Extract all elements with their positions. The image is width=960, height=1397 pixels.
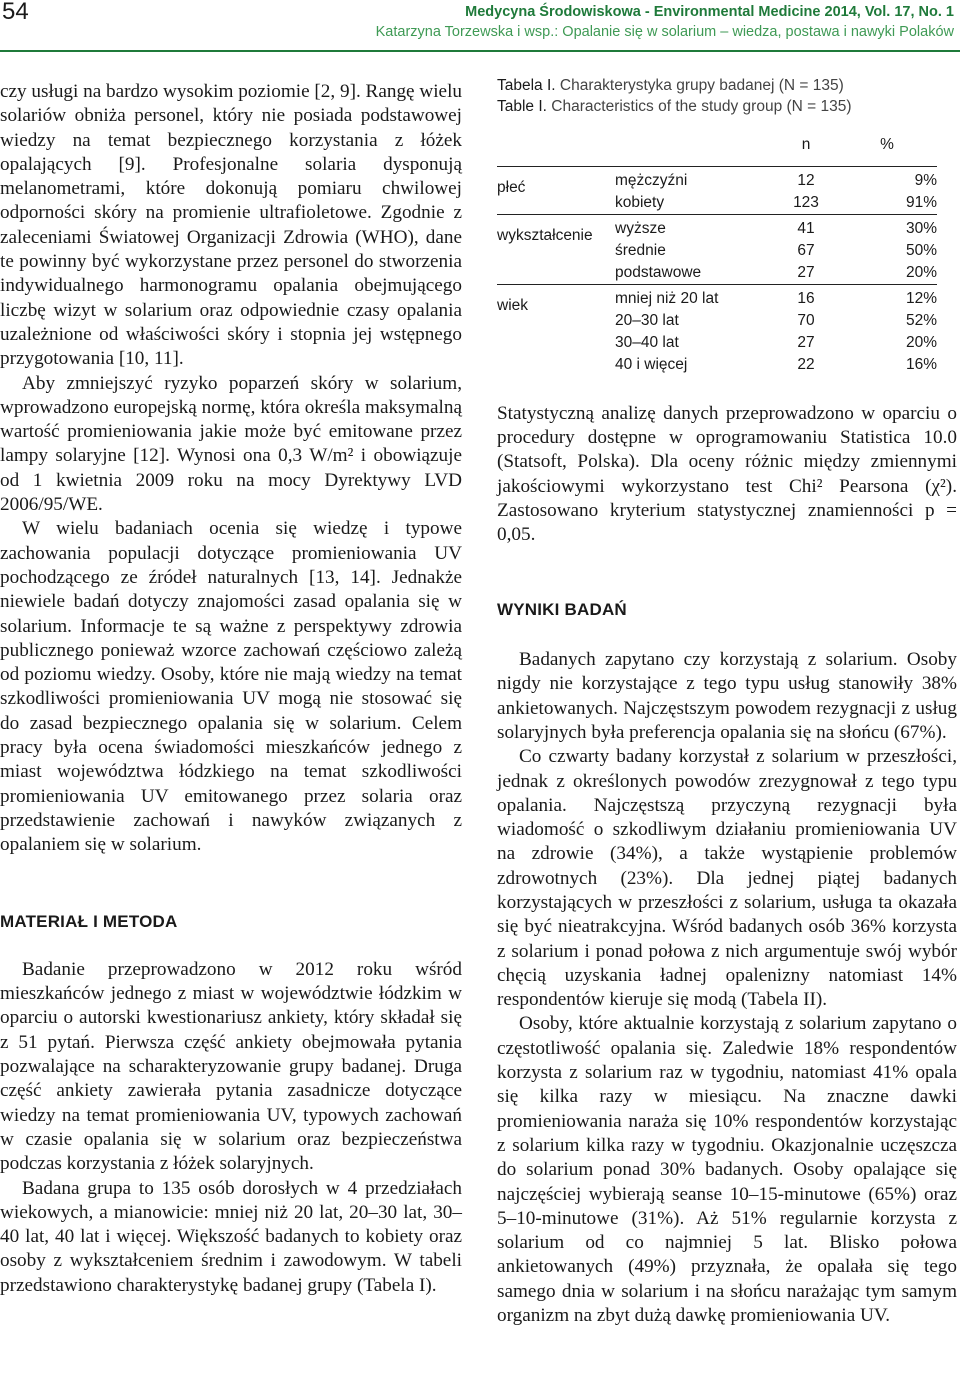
paragraph: Badanych zapytano czy korzystają z solarium. Osoby nigdy nie korzystające z tego typu usług stanowiły 38% ankietowanych. Najczęstszym powodem rezygnacji z usług solaryjnych była preferencja opalania się na słońcu (67%). bbox=[497, 649, 957, 743]
column-header-n: n bbox=[801, 135, 811, 153]
column-header-percent: % bbox=[880, 135, 894, 153]
table-cell-level: podstawowe bbox=[615, 263, 702, 281]
table-cell-n: 16 bbox=[775, 284, 837, 310]
table-cell-percent: 50% bbox=[905, 241, 937, 259]
table-row bbox=[497, 284, 937, 310]
paragraph: Badana grupa to 135 osób dorosłych w 4 przedziałach wiekowych, a mianowicie: mniej niż 20 lat, 20–30 lat, 30–40 lat, 40 lat i więcej. Większość badanych to kobiety oraz osoby z wykształceniem średnim i zawodowym. W tabeli przedstawiono charakterystykę badanej grupy (Tabela I). bbox=[0, 1177, 462, 1296]
table-cell-n: 22 bbox=[797, 355, 815, 373]
table-cell-level: 30–40 lat bbox=[615, 333, 679, 351]
page-header bbox=[0, 0, 960, 62]
header-rule bbox=[0, 50, 960, 52]
table-cell-n: 67 bbox=[797, 241, 815, 259]
table-row bbox=[497, 166, 937, 192]
paragraph: czy usługi na bardzo wysokim poziomie [2, 9]. Rangę wielu solariów obniża personel, który nie posiada podstawowej wiedzy na temat bezpiecznego korzystania z łóżek opalających [9]. Profesjonalne solaria dysponują melanometrami, które dokonują pomiaru chwilowej odporności skóry na promienie ultrafioletowe. Zgodnie z zaleceniami Światowej Organizacji Zdrowia (WHO), dane te powinny być wykorzystane przez personel do stworzenia indywidualnego harmonogramu opalania obejmującego liczbę wizyt w solarium oraz odpowiednie czasy opalania uzależnione od właściwości skóry i stopnia jej wstępnego przygotowania [10, 11]. bbox=[0, 81, 462, 370]
table-cell-level: mężczyźni bbox=[615, 166, 775, 192]
table-caption bbox=[497, 76, 957, 118]
section-heading-results: WYNIKI BADAŃ bbox=[497, 599, 627, 619]
table-cell-variable: wiek bbox=[497, 284, 615, 376]
paragraph: Statystyczną analizę danych przeprowadzono w oparciu o procedury dostępne w oprogramowaniu Statistica 10.0 (Statsoft, Polska). Dla oceny różnic między zmiennymi jakościowymi wykorzystano test Chi² Pearsona (χ²). Zastosowano kryterium statystycznej znamienności p = 0,05. bbox=[497, 402, 957, 546]
table-cell-variable: płeć bbox=[497, 166, 615, 214]
table-cell-percent: 9% bbox=[837, 166, 937, 192]
table-label: Table I. bbox=[497, 97, 547, 115]
table-caption-en bbox=[497, 97, 957, 118]
paragraph: Badanie przeprowadzono w 2012 roku wśród mieszkańców jednego z miast w województwie łódzkim w oparciu o autorski kwestionariusz ankiety, który składał się z 51 pytań. Pierwsza część ankiety obejmowała pytania pozwalające na scharakteryzowanie grupy badanej. Druga część ankiety zawierała pytania zasadnicze dotyczące wiedzy na temat promieniowania UV, typowych zachowań w czasie opalania się w solarium oraz bezpieczeństwa podczas korzystania z łóżek solaryjnych. bbox=[0, 958, 462, 1175]
paragraph: Aby zmniejszyć ryzyko poparzeń skóry w solarium, wprowadzono europejską normę, która określa maksymalną wartość promieniowania jakie może być emitowane przez lampy solaryjne [12]. Wynosi ona 0,3 W/m² i obowiązuje od 1 kwietnia 2009 roku na mocy Dyrektywy LVD 2006/95/WE. bbox=[0, 372, 462, 516]
table-cell-level: kobiety bbox=[615, 193, 665, 211]
running-title: Katarzyna Torzewska i wsp.: Opalanie się w solarium – wiedza, postawa i nawyki Polaków bbox=[375, 24, 954, 40]
table-cell-percent: 20% bbox=[905, 333, 937, 351]
table-caption-text: Characteristics of the study group (N = 135) bbox=[551, 97, 852, 115]
characteristics-table bbox=[497, 134, 937, 376]
table-cell-percent: 91% bbox=[905, 193, 937, 211]
paragraph: Co czwarty badany korzystał z solarium w przeszłości, jednak z określonych powodów zrezygnował z tego typu opalania. Najczęstszą przyczyną rezygnacji była wiadomość o szkodliwym działaniu promieniowania UV na zdrowie (34%), a także wystąpienie problemów zdrowotnych (23%). Dla jednej piątej badanych korzystających w przeszłości z solarium, usługa ta okazała się być nieatrakcyjna. Wśród badanych osób 36% korzysta z solarium i ponad połowa z nich argumentuje swój wybór chęcią uzyskania ładnej opalenizny natomiast 14% respondentów kieruje się modą (Tabela II). bbox=[497, 746, 957, 1011]
table-cell-level: mniej niż 20 lat bbox=[615, 284, 775, 310]
table-cell-level: wyższe bbox=[615, 214, 775, 240]
table-cell-level: średnie bbox=[615, 241, 666, 259]
page-number: 54 bbox=[2, 0, 29, 25]
left-column bbox=[0, 70, 462, 1298]
table-cell-level: 40 i więcej bbox=[615, 355, 688, 373]
table-cell-n: 27 bbox=[797, 333, 815, 351]
table-label: Tabela I. bbox=[497, 77, 556, 94]
table-cell-n: 12 bbox=[775, 166, 837, 192]
table-cell-percent: 30% bbox=[837, 214, 937, 240]
table-caption-text: Charakterystyka grupy badanej (N = 135) bbox=[559, 77, 844, 94]
table-caption-pl bbox=[497, 76, 957, 97]
table-row bbox=[497, 214, 937, 240]
table-cell-n: 27 bbox=[797, 263, 815, 281]
table-cell-variable: wykształcenie bbox=[497, 214, 615, 284]
paragraph: Osoby, które aktualnie korzystają z solarium zapytano o częstotliwość opalania się. Zaledwie 18% respondentów korzysta z solarium raz w tygodniu, natomiast 41% opala się kilka razy w miesiącu. Na znaczne dawki promieniowania naraża się 10% respondentów korzystając z solarium kilka razy w tygodniu. Okazjonalnie uczęszcza do solarium ponad 30% badanych. Osoby opalające się najczęściej wybierają seanse 10–15-minutowe (65%) oraz 5–10-minutowe (31%). Aż 51% regularnie korzysta z solarium od co najmniej 5 lat. Blisko połowa ankietowanych (49%) przyznała, że opalała się tego samego dnia w solarium i na słońcu narażając tym samym organizm na zbyt dużą dawkę promieniowania UV. bbox=[497, 1013, 957, 1327]
table-cell-percent: 16% bbox=[905, 355, 937, 373]
table-cell-percent: 52% bbox=[905, 311, 937, 329]
paragraph: W wielu badaniach ocenia się wiedzę i typowe zachowania populacji dotyczące promieniowania UV pochodzącego ze źródeł naturalnych [13, 14]. Jednakże niewiele badań dotyczy znajomości zasad opalania się w solarium. Informacje te są ważne z perspektywy zdrowia publicznego ponieważ wzorce zachowań częściowo zależą od poziomu wiedzy. Osoby, które nie mają wiedzy na temat szkodliwości promieniowania UV mogą nie stosować się do zasad bezpiecznego opalania się w solarium. Celem pracy była ocena świadomości mieszkańców jednego z miast województwa łódzkiego na temat szkodliwości promieniowania UV emitowanego przez solaria oraz przedstawienie zachowań i nawyków związanych z opalaniem się w solarium. bbox=[0, 518, 462, 856]
table-header-row bbox=[497, 134, 937, 167]
table-cell-n: 41 bbox=[775, 214, 837, 240]
section-heading-methods: MATERIAŁ I METODA bbox=[0, 911, 178, 931]
table-body bbox=[497, 166, 937, 376]
table-cell-n: 70 bbox=[797, 311, 815, 329]
table-cell-percent: 20% bbox=[905, 263, 937, 281]
journal-title: Medycyna Środowiskowa - Environmental Medicine 2014, Vol. 17, No. 1 bbox=[465, 4, 954, 20]
table-cell-n: 123 bbox=[793, 193, 819, 211]
right-column bbox=[497, 70, 957, 1328]
table-cell-level: 20–30 lat bbox=[615, 311, 679, 329]
table-cell-percent: 12% bbox=[837, 284, 937, 310]
